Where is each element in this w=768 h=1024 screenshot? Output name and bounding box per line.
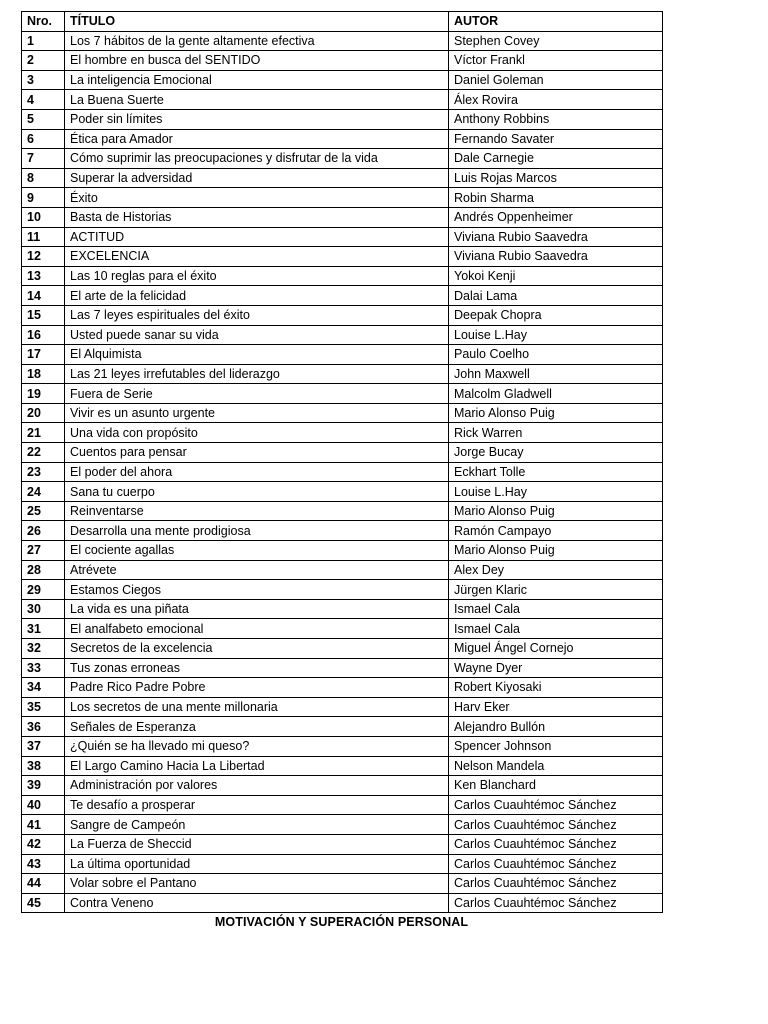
cell-author: Álex Rovira [449,90,663,110]
cell-number: 45 [22,893,65,913]
column-header-number: Nro. [22,12,65,32]
cell-author: Ismael Cala [449,619,663,639]
cell-number: 1 [22,31,65,51]
cell-number: 17 [22,345,65,365]
cell-number: 27 [22,541,65,561]
cell-title: El hombre en busca del SENTIDO [65,51,449,71]
table-row [22,51,663,71]
cell-author: Jürgen Klaric [449,580,663,600]
table-row [22,501,663,521]
cell-title: Sangre de Campeón [65,815,449,835]
cell-number: 33 [22,658,65,678]
table-row [22,776,663,796]
cell-number: 6 [22,129,65,149]
table-row [22,149,663,169]
cell-author: Miguel Ángel Cornejo [449,639,663,659]
table-row [22,815,663,835]
cell-title: Reinventarse [65,501,449,521]
cell-title: Los 7 hábitos de la gente altamente efectiva [65,31,449,51]
cell-title: La vida es una piñata [65,599,449,619]
cell-author: Paulo Coelho [449,345,663,365]
cell-number: 4 [22,90,65,110]
table-row [22,658,663,678]
table-row [22,423,663,443]
cell-author: Yokoi Kenji [449,266,663,286]
cell-author: Viviana Rubio Saavedra [449,247,663,267]
cell-number: 34 [22,678,65,698]
table-row [22,384,663,404]
table-header-row [22,12,663,32]
cell-title: Poder sin límites [65,109,449,129]
cell-title: El Largo Camino Hacia La Libertad [65,756,449,776]
cell-title: El poder del ahora [65,462,449,482]
cell-number: 28 [22,560,65,580]
cell-number: 36 [22,717,65,737]
cell-title: Sana tu cuerpo [65,482,449,502]
cell-author: Louise L.Hay [449,482,663,502]
cell-title: Los secretos de una mente millonaria [65,697,449,717]
table-row [22,580,663,600]
cell-title: Administración por valores [65,776,449,796]
table-row [22,834,663,854]
cell-number: 13 [22,266,65,286]
cell-title: La Fuerza de Sheccid [65,834,449,854]
cell-number: 10 [22,207,65,227]
cell-author: Alejandro Bullón [449,717,663,737]
cell-number: 22 [22,443,65,463]
cell-author: Carlos Cuauhtémoc Sánchez [449,893,663,913]
cell-author: Nelson Mandela [449,756,663,776]
cell-author: Carlos Cuauhtémoc Sánchez [449,795,663,815]
cell-title: Estamos Ciegos [65,580,449,600]
cell-number: 19 [22,384,65,404]
table-row [22,266,663,286]
table-row [22,482,663,502]
table-row [22,364,663,384]
table-row [22,619,663,639]
cell-title: El arte de la felicidad [65,286,449,306]
cell-author: Eckhart Tolle [449,462,663,482]
cell-author: Malcolm Gladwell [449,384,663,404]
cell-number: 18 [22,364,65,384]
cell-number: 8 [22,168,65,188]
cell-author: Robert Kiyosaki [449,678,663,698]
cell-title: Señales de Esperanza [65,717,449,737]
cell-number: 3 [22,70,65,90]
cell-number: 42 [22,834,65,854]
cell-title: La inteligencia Emocional [65,70,449,90]
cell-title: El Alquimista [65,345,449,365]
cell-author: Mario Alonso Puig [449,501,663,521]
cell-author: Fernando Savater [449,129,663,149]
table-row [22,129,663,149]
cell-author: Ramón Campayo [449,521,663,541]
cell-author: Viviana Rubio Saavedra [449,227,663,247]
cell-number: 14 [22,286,65,306]
cell-title: La última oportunidad [65,854,449,874]
table-row [22,168,663,188]
table-row [22,893,663,913]
table-row [22,403,663,423]
table-row [22,325,663,345]
cell-title: Basta de Historias [65,207,449,227]
cell-title: Fuera de Serie [65,384,449,404]
cell-author: Wayne Dyer [449,658,663,678]
cell-title: Tus zonas erroneas [65,658,449,678]
cell-title: Una vida con propósito [65,423,449,443]
cell-number: 2 [22,51,65,71]
cell-number: 24 [22,482,65,502]
cell-number: 15 [22,305,65,325]
table-row [22,874,663,894]
cell-number: 30 [22,599,65,619]
document-page [21,11,662,929]
table-row [22,736,663,756]
cell-number: 37 [22,736,65,756]
cell-title: Volar sobre el Pantano [65,874,449,894]
cell-author: Víctor Frankl [449,51,663,71]
table-row [22,599,663,619]
cell-title: La Buena Suerte [65,90,449,110]
cell-number: 39 [22,776,65,796]
cell-title: El cociente agallas [65,541,449,561]
cell-author: Ken Blanchard [449,776,663,796]
table-row [22,854,663,874]
cell-author: Carlos Cuauhtémoc Sánchez [449,834,663,854]
cell-number: 7 [22,149,65,169]
cell-author: Rick Warren [449,423,663,443]
cell-title: El analfabeto emocional [65,619,449,639]
table-row [22,639,663,659]
table-row [22,31,663,51]
table-row [22,521,663,541]
cell-author: Anthony Robbins [449,109,663,129]
column-header-title: TÍTULO [65,12,449,32]
cell-number: 40 [22,795,65,815]
table-row [22,756,663,776]
table-row [22,247,663,267]
cell-title: Cómo suprimir las preocupaciones y disfrutar de la vida [65,149,449,169]
table-row [22,541,663,561]
cell-number: 23 [22,462,65,482]
cell-title: Contra Veneno [65,893,449,913]
table-row [22,345,663,365]
cell-author: Carlos Cuauhtémoc Sánchez [449,874,663,894]
cell-number: 16 [22,325,65,345]
cell-author: Carlos Cuauhtémoc Sánchez [449,854,663,874]
table-row [22,678,663,698]
cell-title: Secretos de la excelencia [65,639,449,659]
cell-title: Vivir es un asunto urgente [65,403,449,423]
cell-author: Robin Sharma [449,188,663,208]
table-row [22,462,663,482]
cell-number: 31 [22,619,65,639]
cell-number: 44 [22,874,65,894]
cell-author: Daniel Goleman [449,70,663,90]
cell-number: 43 [22,854,65,874]
table-row [22,795,663,815]
table-row [22,697,663,717]
cell-title: Cuentos para pensar [65,443,449,463]
table-row [22,90,663,110]
table-caption: MOTIVACIÓN Y SUPERACIÓN PERSONAL [214,915,469,930]
cell-title: ¿Quién se ha llevado mi queso? [65,736,449,756]
cell-author: Ismael Cala [449,599,663,619]
cell-title: Superar la adversidad [65,168,449,188]
cell-author: Dale Carnegie [449,149,663,169]
cell-number: 5 [22,109,65,129]
cell-author: John Maxwell [449,364,663,384]
cell-title: Las 21 leyes irrefutables del liderazgo [65,364,449,384]
cell-number: 25 [22,501,65,521]
cell-title: Ética para Amador [65,129,449,149]
cell-title: EXCELENCIA [65,247,449,267]
cell-author: Alex Dey [449,560,663,580]
cell-title: Te desafío a prosperar [65,795,449,815]
cell-title: Desarrolla una mente prodigiosa [65,521,449,541]
cell-title: Las 10 reglas para el éxito [65,266,449,286]
cell-title: Éxito [65,188,449,208]
cell-title: Padre Rico Padre Pobre [65,678,449,698]
cell-number: 29 [22,580,65,600]
cell-author: Mario Alonso Puig [449,403,663,423]
cell-number: 21 [22,423,65,443]
cell-author: Deepak Chopra [449,305,663,325]
table-row [22,188,663,208]
cell-number: 35 [22,697,65,717]
table-row [22,207,663,227]
cell-author: Jorge Bucay [449,443,663,463]
table-row [22,560,663,580]
book-table [21,11,663,913]
cell-number: 9 [22,188,65,208]
table-row [22,109,663,129]
cell-author: Spencer Johnson [449,736,663,756]
table-row [22,286,663,306]
cell-number: 38 [22,756,65,776]
table-row [22,70,663,90]
cell-author: Andrés Oppenheimer [449,207,663,227]
cell-title: Usted puede sanar su vida [65,325,449,345]
cell-number: 41 [22,815,65,835]
cell-author: Stephen Covey [449,31,663,51]
table-body [22,31,663,913]
cell-author: Mario Alonso Puig [449,541,663,561]
cell-number: 26 [22,521,65,541]
table-row [22,227,663,247]
cell-author: Carlos Cuauhtémoc Sánchez [449,815,663,835]
cell-number: 20 [22,403,65,423]
table-row [22,717,663,737]
cell-title: Las 7 leyes espirituales del éxito [65,305,449,325]
cell-author: Dalai Lama [449,286,663,306]
cell-number: 12 [22,247,65,267]
cell-author: Louise L.Hay [449,325,663,345]
column-header-author: AUTOR [449,12,663,32]
cell-number: 32 [22,639,65,659]
cell-title: Atrévete [65,560,449,580]
cell-author: Harv Eker [449,697,663,717]
cell-number: 11 [22,227,65,247]
cell-author: Luis Rojas Marcos [449,168,663,188]
cell-title: ACTITUD [65,227,449,247]
table-row [22,305,663,325]
table-row [22,443,663,463]
